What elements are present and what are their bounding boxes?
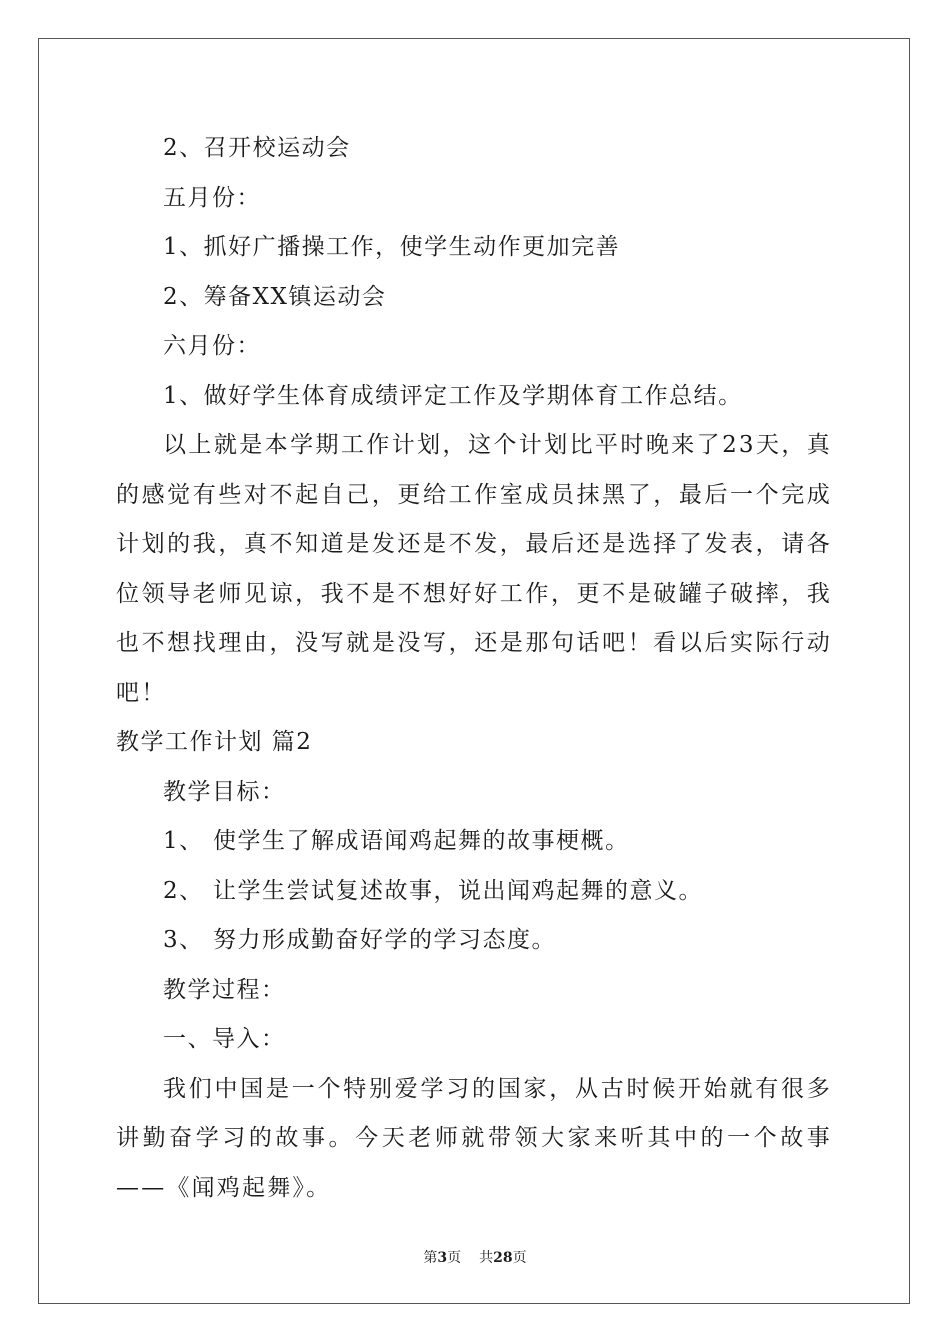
text-line: 2、筹备XX镇运动会	[163, 283, 387, 310]
subsection-heading: 一、导入：	[163, 1026, 286, 1052]
goal-text: 让学生尝试复述故事，说出闻鸡起舞的意义。	[213, 877, 703, 904]
paragraph: 以上就是本学期工作计划，这个计划比平时晚来了23天，真的感觉有些对不起自己，更给工作室成员抹黑了，最后一个完成计划的我，真不知道是发还是不发，最后还是选择了发表，请各位领导老师见谅，我不是不想好好工作，更不是破罐子破摔，我也不想找理由，没写就是没写，还是那句话吧！看以后实际行动吧！	[116, 432, 832, 706]
process-label: 教学过程：	[163, 976, 286, 1003]
footer-page-number: 3	[437, 1250, 448, 1266]
document-body	[116, 124, 832, 1213]
goal-number: 2、	[163, 877, 204, 904]
footer-page-suffix: 页	[447, 1250, 462, 1266]
text-line: 2、召开校运动会	[163, 135, 351, 161]
footer-total-prefix: 共	[479, 1250, 494, 1266]
month-heading: 五月份：	[163, 184, 261, 211]
goal-item	[116, 817, 832, 867]
goal-text: 使学生了解成语闻鸡起舞的故事梗概。	[213, 828, 630, 854]
month-heading: 六月份：	[163, 333, 261, 359]
section-heading: 教学工作计划 篇2	[116, 729, 313, 755]
goal-item	[116, 916, 832, 966]
footer-total-suffix: 页	[512, 1250, 527, 1266]
goals-label: 教学目标：	[163, 778, 286, 805]
footer-total-pages: 28	[493, 1250, 513, 1266]
paragraph: 我们中国是一个特别爱学习的国家，从古时候开始就有很多讲勤奋学习的故事。今天老师就带领大家来听其中的一个故事——《闻鸡起舞》。	[116, 1075, 832, 1201]
goal-number: 1、	[163, 828, 204, 854]
goal-text: 努力形成勤奋好学的学习态度。	[213, 927, 556, 953]
footer-prefix: 第	[423, 1250, 438, 1266]
goal-item	[116, 867, 832, 917]
text-line: 1、抓好广播操工作，使学生动作更加完善	[163, 234, 621, 260]
goal-number: 3、	[163, 927, 204, 953]
page-footer	[0, 1247, 950, 1267]
text-line: 1、做好学生体育成绩评定工作及学期体育工作总结。	[163, 382, 743, 409]
